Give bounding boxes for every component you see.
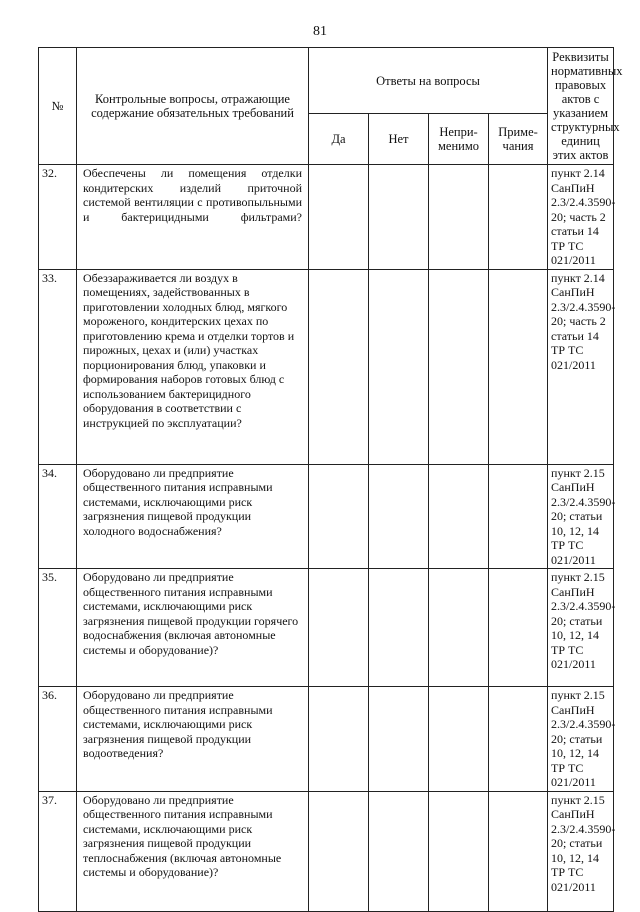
- answer-not-applicable-cell[interactable]: [429, 791, 489, 911]
- answer-yes-cell[interactable]: [309, 569, 369, 687]
- answer-not-applicable-cell[interactable]: [429, 269, 489, 464]
- row-reference: пункт 2.15 СанПиН 2.3/2.4.3590-20; статьи 10, 12, 14 ТР ТС 021/2011: [548, 791, 614, 911]
- table-row: [39, 269, 614, 464]
- answer-yes-cell[interactable]: [309, 165, 369, 270]
- row-number: 36.: [39, 687, 77, 792]
- row-reference: пункт 2.15 СанПиН 2.3/2.4.3590-20; статьи 10, 12, 14 ТР ТС 021/2011: [548, 464, 614, 569]
- table-row: [39, 791, 614, 911]
- answer-no-cell[interactable]: [369, 269, 429, 464]
- notes-cell[interactable]: [489, 791, 548, 911]
- answer-yes-cell[interactable]: [309, 687, 369, 792]
- answer-yes-cell[interactable]: [309, 791, 369, 911]
- row-question: Оборудовано ли предприятие общественного питания исправными системами, исключающими риск загрязнения пищевой продукции холодного водоснабжения?: [77, 464, 309, 569]
- row-number: 33.: [39, 269, 77, 464]
- header-notes: Приме-чания: [489, 114, 548, 165]
- header-answers: Ответы на вопросы: [309, 48, 548, 114]
- answer-no-cell[interactable]: [369, 165, 429, 270]
- row-reference: пункт 2.15 СанПиН 2.3/2.4.3590-20; статьи 10, 12, 14 ТР ТС 021/2011: [548, 687, 614, 792]
- answer-not-applicable-cell[interactable]: [429, 165, 489, 270]
- header-num: №: [39, 48, 77, 165]
- row-number: 32.: [39, 165, 77, 270]
- header-requisites: Реквизиты нормативных правовых актов с указанием структурных единиц этих актов: [548, 48, 614, 165]
- row-number: 37.: [39, 791, 77, 911]
- notes-cell[interactable]: [489, 569, 548, 687]
- row-question: Обеспечены ли помещения отделки кондитерских изделий приточной системой вентиляции с противопыльными и бактерицидными фильтрами?: [77, 165, 309, 270]
- answer-not-applicable-cell[interactable]: [429, 464, 489, 569]
- row-reference: пункт 2.14 СанПиН 2.3/2.4.3590-20; часть 2 статьи 14 ТР ТС 021/2011: [548, 269, 614, 464]
- answer-no-cell[interactable]: [369, 464, 429, 569]
- notes-cell[interactable]: [489, 165, 548, 270]
- answer-no-cell[interactable]: [369, 687, 429, 792]
- header-not-applicable: Непри-менимо: [429, 114, 489, 165]
- answer-yes-cell[interactable]: [309, 269, 369, 464]
- table-row: [39, 569, 614, 687]
- page-number: 81: [313, 24, 327, 39]
- answer-no-cell[interactable]: [369, 791, 429, 911]
- row-reference: пункт 2.14 СанПиН 2.3/2.4.3590-20; часть 2 статьи 14 ТР ТС 021/2011: [548, 165, 614, 270]
- table-row: [39, 464, 614, 569]
- row-question: Обеззараживается ли воздух в помещениях, задействованных в приготовлении холодных блюд, мягкого мороженого, кондитерских цехах по приготовлению крема и отделки тортов и пирожных, цехах и (или) участках порционирования блюд, упаковки и формирования наборов готовых блюд с использованием бактерицидного оборудования в соответствии с инструкцией по эксплуатации?: [77, 269, 309, 464]
- header-no: Нет: [369, 114, 429, 165]
- answer-not-applicable-cell[interactable]: [429, 569, 489, 687]
- notes-cell[interactable]: [489, 269, 548, 464]
- notes-cell[interactable]: [489, 464, 548, 569]
- answer-yes-cell[interactable]: [309, 464, 369, 569]
- header-yes: Да: [309, 114, 369, 165]
- table-row: [39, 165, 614, 270]
- header-question: Контрольные вопросы, отражающие содержание обязательных требований: [77, 48, 309, 165]
- row-number: 34.: [39, 464, 77, 569]
- table-row: [39, 687, 614, 792]
- checklist-table: [38, 47, 623, 912]
- row-question: Оборудовано ли предприятие общественного питания исправными системами, исключающими риск загрязнения пищевой продукции теплоснабжения (включая автономные системы и оборудование)?: [77, 791, 309, 911]
- answer-not-applicable-cell[interactable]: [429, 687, 489, 792]
- row-number: 35.: [39, 569, 77, 687]
- row-reference: пункт 2.15 СанПиН 2.3/2.4.3590-20; статьи 10, 12, 14 ТР ТС 021/2011: [548, 569, 614, 687]
- row-question: Оборудовано ли предприятие общественного питания исправными системами, исключающими риск загрязнения пищевой продукции горячего водоснабжения (включая автономные системы и оборудование)?: [77, 569, 309, 687]
- answer-no-cell[interactable]: [369, 569, 429, 687]
- notes-cell[interactable]: [489, 687, 548, 792]
- row-question: Оборудовано ли предприятие общественного питания исправными системами, исключающими риск загрязнения пищевой продукции водоотведения?: [77, 687, 309, 792]
